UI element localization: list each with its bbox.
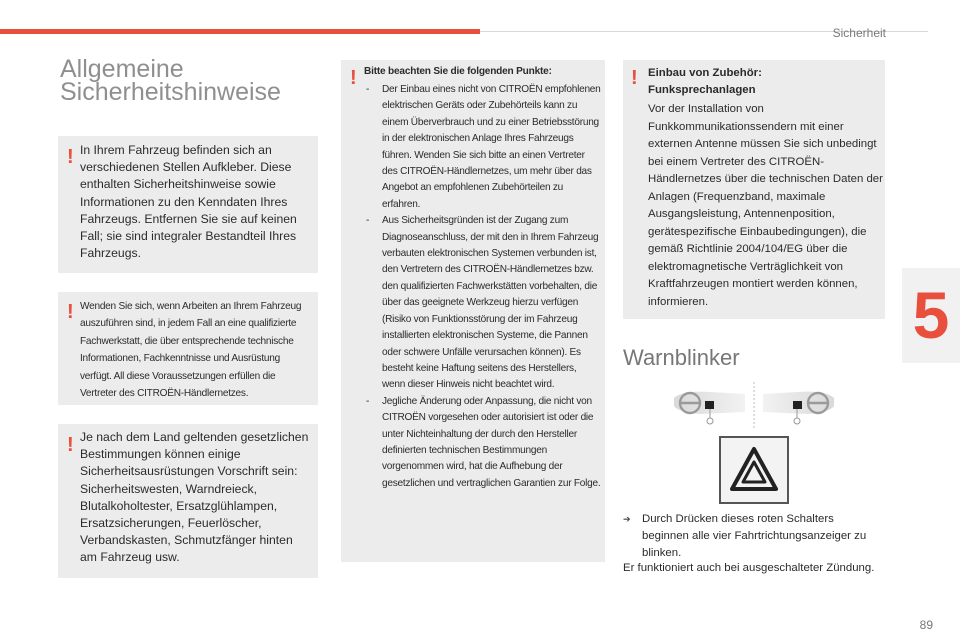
notice-box-accessories [623,60,885,319]
notice-box-points [341,60,605,562]
exclamation-icon: ! [67,434,74,456]
section-heading-warnblinker: Warnblinker [623,345,740,370]
list-item: - Aus Sicherheitsgründen ist der Zugang zum Diagnoseanschluss, der mit den in Ihrem Fahrzeug verbauten elektronischen Systemen verbunden ist, den Vertretern des CITROËN-Händlernetzes bzw. den qualifizierten Fachwerkstätten vorbehalten, die über das geeignete Werkzeug hierzu verfügen (Risiko von Funktionsstörung der im Fahrzeug installierten elektronischen Systeme, die Pannen oder schwere Unfälle verursachen können). Es besteht keine Haftung seitens des Herstellers, wenn dieser Hinweis nicht beachtet wird. [364,213,602,393]
hazard-switch-left [705,401,714,409]
bullet-arrow-icon: ➔ [623,514,631,524]
notice-box-workshop [58,292,318,405]
chapter-number: 5 [912,278,950,352]
notice-list [364,82,602,492]
pointer-dot [794,418,800,424]
chapter-tab [902,268,960,363]
page-number: 89 [919,618,933,632]
exclamation-icon: ! [67,301,74,323]
notice-box-equipment [58,424,318,578]
exclamation-icon: ! [67,146,74,168]
list-item: - Der Einbau eines nicht von CITROËN empfohlenen elektrischen Geräts oder Zubehörteils kann zu einem Überverbrauch und zu einer Betriebsstörung in der elektronischen Anlage Ihres Fahrzeugs führen. Wenden Sie sich bitte an einen Vertreter des CITROËN-Händlernetzes, um mehr über das Angebot an empfohlenen Zubehörteilen zu erfahren. [364,82,602,213]
notice-text: Wenden Sie sich, wenn Arbeiten an Ihrem Fahrzeug auszuführen sind, in jedem Fall an eine qualifizierte Fachwerkstatt, die über entsprechende technische Informationen, Fachkenntnisse und Ausrüstung verfügt. All diese Voraussetzungen erfüllen die Vertreter des CITROËN-Händlernetzes. [80,301,302,400]
pointer-dot [707,418,713,424]
dashboard-illustration [670,382,838,428]
notice-subheading: Funksprechanlagen [648,84,756,96]
notice-heading: Bitte beachten Sie die folgenden Punkte: [364,66,552,77]
notice-box-labels [58,136,318,273]
page-title: Allgemeine Sicherheitshinweise [60,55,281,106]
section-title: Sicherheit [832,26,886,40]
hazard-switch-right [793,401,802,409]
hazard-button-illustration [719,436,789,504]
notice-heading: Einbau von Zubehör: [648,67,762,79]
notice-text: Vor der Installation von Funkkommunikationssendern mit einer externen Antenne müssen Sie sich unbedingt bei einem Vertreter des CITROËN-Händlernetzes über die technischen Daten der Anlagen (Frequenzband, maximale Ausgangsleistung, Antennenposition, gerätespezifische Einbaubedingungen), die gemäß Richtlinie 2004/104/EG über die elektromagnetische Verträglichkeit von Kraftfahrzeugen montiert werden können, informieren. [648,103,883,308]
notice-text: Je nach dem Land geltenden gesetzlichen Bestimmungen können einige Sicherheitsausrüstungen Vorschrift sein: Sicherheitswesten, Warndreieck, Blutalkoholtester, Ersatzglühlampen, Ersatzsicherungen, Feuerlöscher, Verbandskasten, Schmutzfänger hinten am Fahrzeug usw. [80,430,309,565]
notice-text: In Ihrem Fahrzeug befinden sich an verschiedenen Stellen Aufkleber. Diese enthalten Sicherheitshinweise sowie Informationen zu den Kenndaten Ihres Fahrzeugs. Entfernen Sie sie auf keinen Fall; sie sind integraler Bestandteil Ihres Fahrzeugs. [80,143,297,261]
list-item: - Jegliche Änderung oder Anpassung, die nicht von CITROËN vorgesehen oder autorisiert ist oder die unter Nichteinhaltung der durch den Hersteller definierten technischen Bestimmungen vorgenommen wird, hat die Aufhebung der gesetzlichen und vertraglichen Garantien zur Folge. [364,394,602,492]
instruction-text: Durch Drücken dieses roten Schalters beginnen alle vier Fahrtrichtungsanzeiger zu blinken. [642,513,867,559]
header-accent-bar [0,29,480,34]
instruction-note: Er funktioniert auch bei ausgeschalteter Zündung. [623,562,875,574]
hazard-triangle-icon [730,446,778,494]
exclamation-icon: ! [350,67,357,89]
exclamation-icon: ! [631,67,638,89]
